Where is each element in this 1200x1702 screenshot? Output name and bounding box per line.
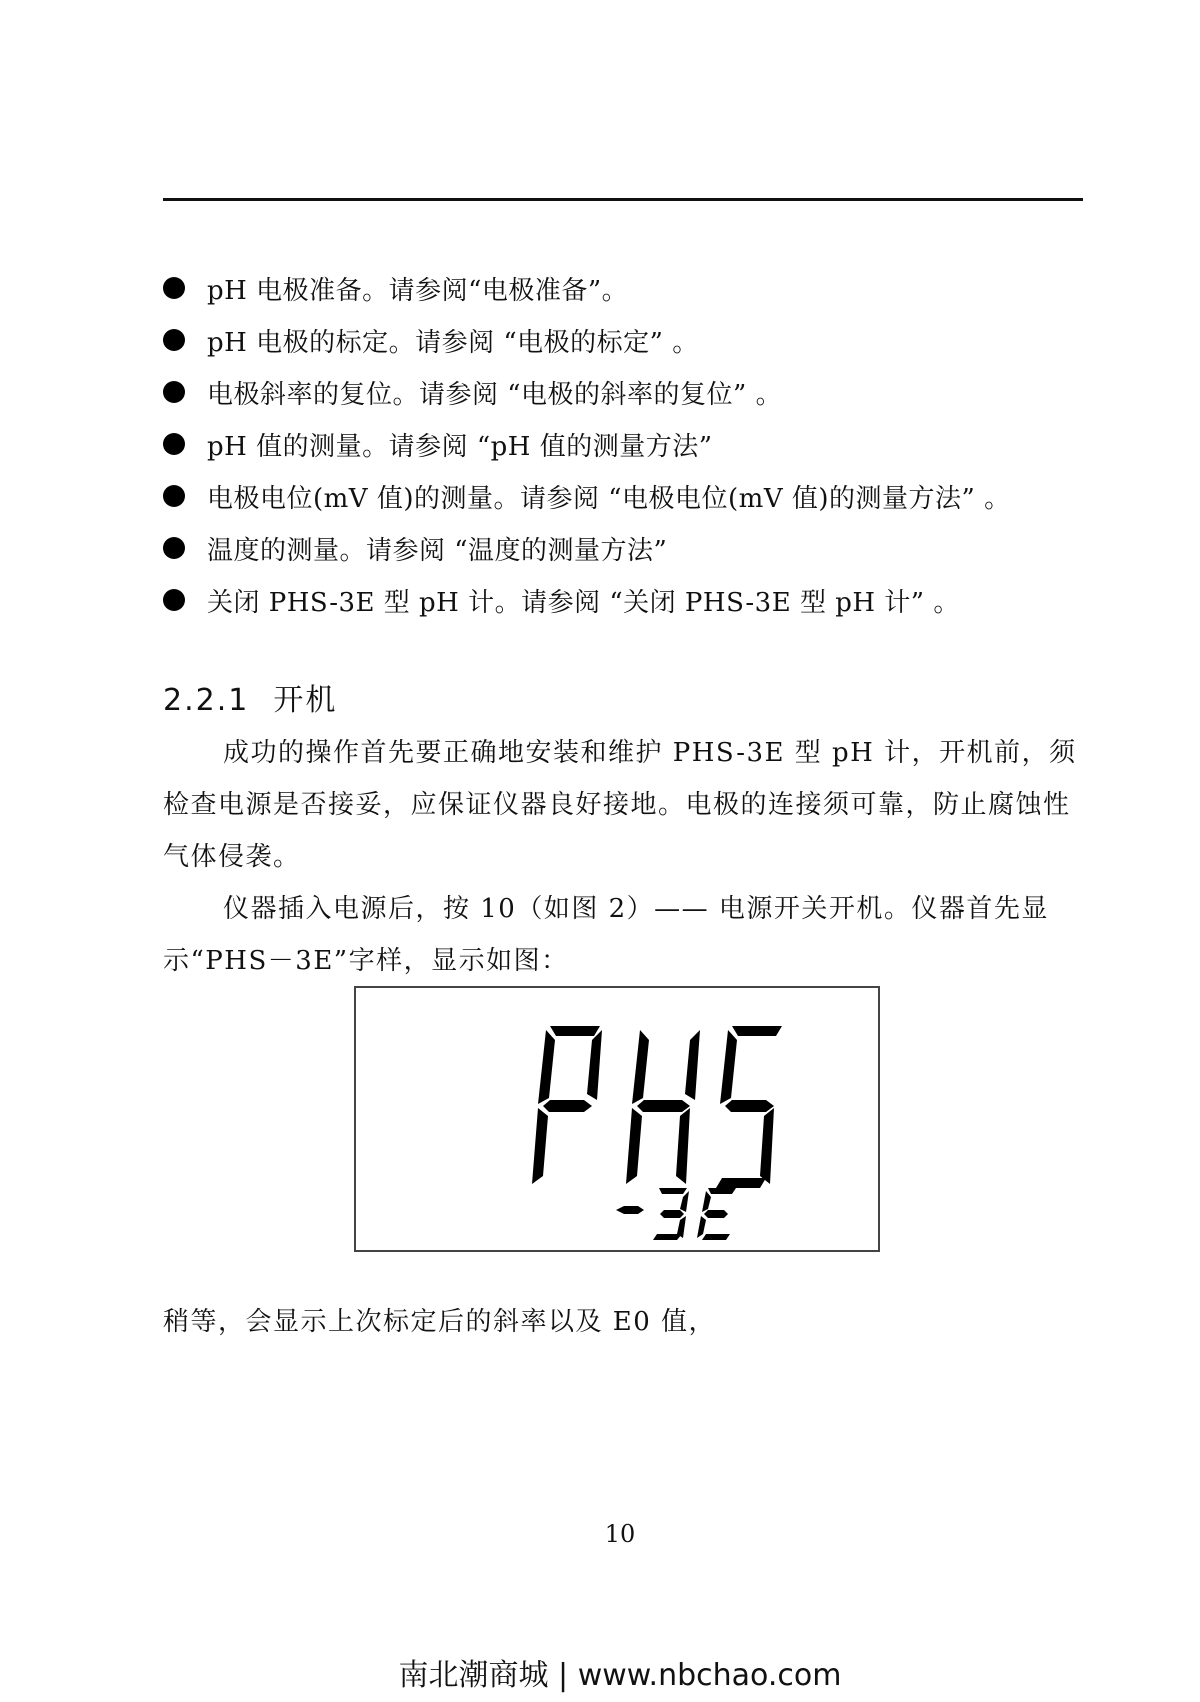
lcd-line1 <box>532 1026 782 1188</box>
paragraph-after-display: 稍等，会显示上次标定后的斜率以及 E0 值， <box>163 1307 717 1337</box>
list-item: pH 值的测量。请参阅 “pH 值的测量方法” <box>163 418 1103 470</box>
bullet-dot-icon <box>163 589 185 611</box>
list-item: pH 电极准备。请参阅“电极准备”。 <box>163 262 1103 314</box>
bullet-dot-icon <box>163 433 185 455</box>
header-rule <box>163 198 1083 201</box>
list-item: 电极电位(mV 值)的测量。请参阅 “电极电位(mV 值)的测量方法” 。 <box>163 470 1103 522</box>
list-item: 电极斜率的复位。请参阅 “电极的斜率的复位” 。 <box>163 366 1103 418</box>
lcd-line2 <box>616 1188 736 1240</box>
lcd-display-figure <box>354 986 880 1252</box>
page-number: 10 <box>604 1520 636 1548</box>
list-item: 关闭 PHS-3E 型 pH 计。请参阅 “关闭 PHS-3E 型 pH 计” 。 <box>163 574 1103 626</box>
bullet-dot-icon <box>163 485 185 507</box>
lcd-segments <box>356 988 878 1250</box>
bullet-dot-icon <box>163 381 185 403</box>
footer-watermark: 南北潮商城 | www.nbchao.com <box>398 1658 842 1693</box>
bullet-dot-icon <box>163 329 185 351</box>
paragraph-power-on: 仪器插入电源后，按 10（如图 2）—— 电源开关开机。仪器首先显示“PHS－3E”字样，显示如图： <box>163 894 1049 976</box>
bullet-dot-icon <box>163 277 185 299</box>
list-item: pH 电极的标定。请参阅 “电极的标定” 。 <box>163 314 1103 366</box>
bullet-dot-icon <box>163 537 185 559</box>
section-heading <box>163 675 337 719</box>
list-item: 温度的测量。请参阅 “温度的测量方法” <box>163 522 1103 574</box>
section-number: 2.2.1 <box>163 683 250 718</box>
paragraph-intro: 成功的操作首先要正确地安装和维护 PHS-3E 型 pH 计，开机前，须检查电源是否接妥，应保证仪器良好接地。电极的连接须可靠，防止腐蚀性气体侵袭。 <box>163 738 1077 872</box>
bullet-list <box>163 262 1103 626</box>
section-title: 开机 <box>273 683 338 718</box>
